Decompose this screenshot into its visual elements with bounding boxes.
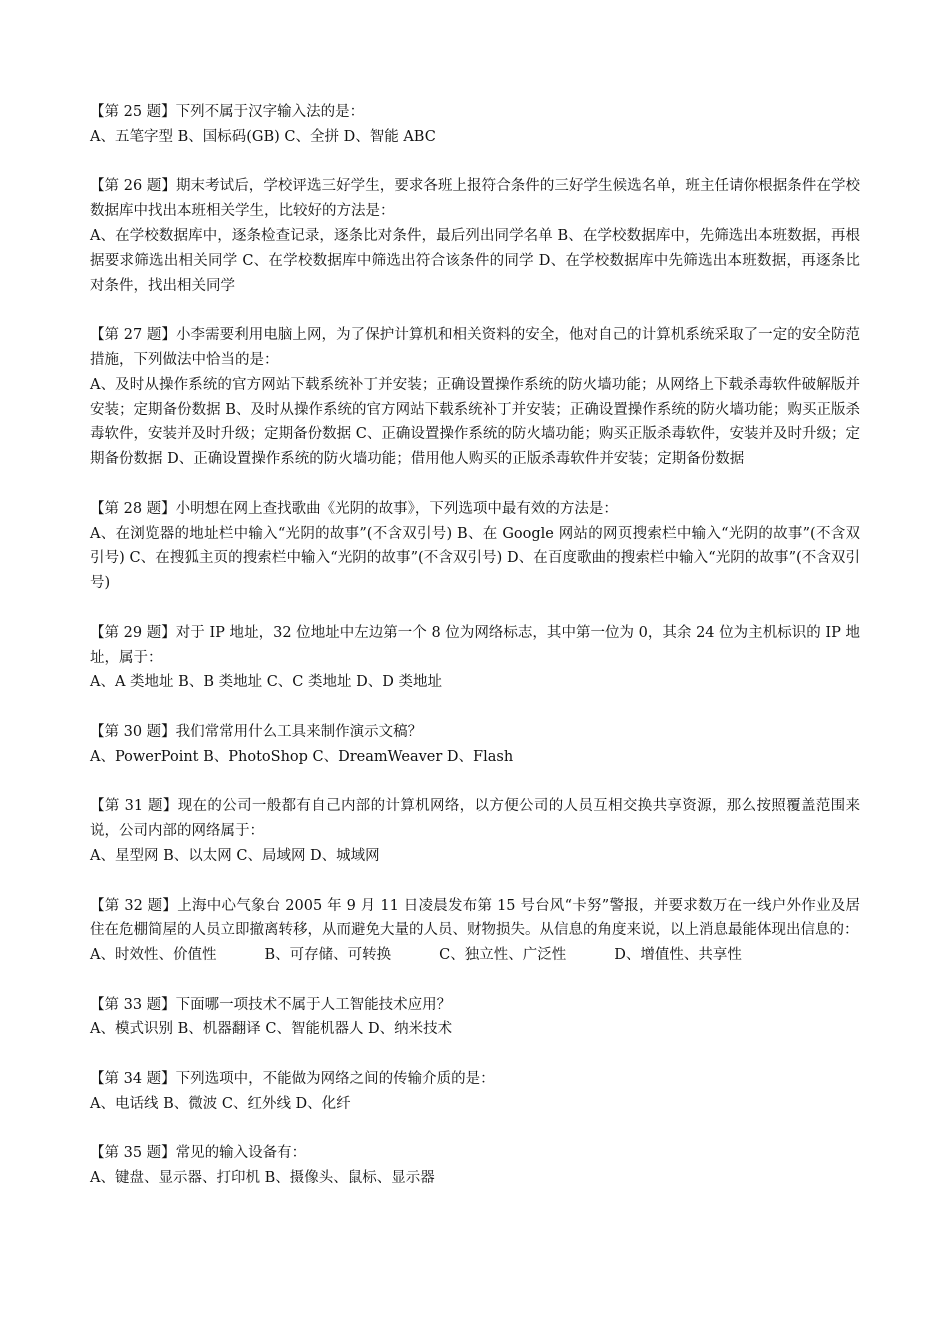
question-27 xyxy=(90,323,860,472)
question-text: 我们常常用什么工具来制作演示文稿？ xyxy=(175,723,423,740)
question-32 xyxy=(90,894,860,968)
question-text: 下列选项中，不能做为网络之间的传输介质的是： xyxy=(175,1071,495,1088)
question-33 xyxy=(90,993,860,1043)
question-options: A、电话线 B、微波 C、红外线 D、化纤 xyxy=(90,1095,351,1112)
question-number: 【第 33 题】 xyxy=(90,996,176,1013)
question-number: 【第 28 题】 xyxy=(90,500,176,517)
question-text: 对于 IP 地址，32 位地址中左边第一个 8 位为网络标志，其中第一位为 0，其余 24 位为主机标识的 IP 地址，属于： xyxy=(90,624,860,666)
question-text: 小明想在网上查找歌曲《光阴的故事》，下列选项中最有效的方法是： xyxy=(175,500,618,517)
question-number: 【第 34 题】 xyxy=(90,1071,176,1088)
question-stem xyxy=(90,497,860,522)
question-options: A、及时从操作系统的官方网站下载系统补丁并安装；正确设置操作系统的防火墙功能；从网络上下载杀毒软件破解版并安装；定期备份数据 B、及时从操作系统的官方网站下载系统补丁并安装；正确设置操作系统的防火墙功能；购买正版杀毒软件，安装并及时升级；定期备份数据 C、正确设置操作系统的防火墙功能；购买正版杀毒软件，安装并及时升级；定期备份数据 D、正确设置操作系统的防火墙功能；借用他人购买的正版杀毒软件并安装；定期备份数据 xyxy=(90,376,860,468)
option-a: A、时效性、价值性 xyxy=(90,947,217,964)
question-number: 【第 31 题】 xyxy=(90,798,178,815)
question-text: 现在的公司一般都有自己内部的计算机网络，以方便公司的人员互相交换共享资源，那么按照覆盖范围来说，公司内部的网络属于： xyxy=(90,798,861,840)
question-text: 下列不属于汉字输入法的是： xyxy=(175,104,365,120)
question-options: A、键盘、显示器、打印机 B、摄像头、鼠标、显示器 xyxy=(90,1170,435,1187)
question-options: A、A 类地址 B、B 类地址 C、C 类地址 D、D 类地址 xyxy=(90,674,442,691)
question-31 xyxy=(90,794,860,868)
question-29 xyxy=(90,621,860,695)
question-options: A、在学校数据库中，逐条检查记录，逐条比对条件，最后列出同学名单 B、在学校数据库中，先筛选出本班数据，再根据要求筛选出相关同学 C、在学校数据库中筛选出符合该条件的同学 D、在学校数据库中先筛选出本班数据，再逐条比对条件，找出相关同学 xyxy=(90,227,860,294)
question-options: A、星型网 B、以太网 C、局域网 D、城域网 xyxy=(90,847,380,864)
question-number: 【第 32 题】 xyxy=(90,897,178,914)
question-number: 【第 29 题】 xyxy=(90,624,176,641)
question-stem xyxy=(90,100,860,125)
question-26 xyxy=(90,174,860,298)
question-text: 小李需要利用电脑上网，为了保护计算机和相关资料的安全，他对自己的计算机系统采取了一定的安全防范措施，下列做法中恰当的是： xyxy=(90,327,860,368)
question-options: A、五笔字型 B、国标码(GB) C、全拼 D、智能 ABC xyxy=(90,128,436,145)
question-options xyxy=(90,943,860,968)
option-d: D、增值性、共享性 xyxy=(614,947,742,964)
question-stem xyxy=(90,894,860,944)
question-30 xyxy=(90,720,860,770)
question-stem xyxy=(90,794,860,844)
question-text: 期末考试后，学校评选三好学生，要求各班上报符合条件的三好学生候选名单，班主任请你根据条件在学校数据库中找出本班相关学生，比较好的方法是： xyxy=(90,178,860,220)
question-number: 【第 25 题】 xyxy=(90,104,176,120)
question-options: A、PowerPoint B、PhotoShop C、DreamWeaver D、Flash xyxy=(90,748,514,765)
document-page xyxy=(90,100,860,1216)
question-stem xyxy=(90,720,860,745)
question-35 xyxy=(90,1141,860,1191)
question-stem xyxy=(90,323,860,373)
question-25 xyxy=(90,100,860,150)
question-stem xyxy=(90,993,860,1018)
question-text: 常见的输入设备有： xyxy=(175,1145,307,1162)
question-number: 【第 35 题】 xyxy=(90,1145,176,1162)
question-stem xyxy=(90,1067,860,1092)
question-text: 下面哪一项技术不属于人工智能技术应用？ xyxy=(175,996,452,1013)
option-b: B、可存储、可转换 xyxy=(264,947,392,964)
question-stem xyxy=(90,174,860,224)
question-stem xyxy=(90,1141,860,1166)
question-34 xyxy=(90,1067,860,1117)
question-stem xyxy=(90,621,860,671)
question-28 xyxy=(90,497,860,596)
question-text: 上海中心气象台 2005 年 9 月 11 日凌晨发布第 15 号台风“卡努”警报，并要求数万在一线户外作业及居住在危棚简屋的人员立即撤离转移，从而避免大量的人员、财物损失。从信息的角度来说，以上消息最能体现出信息的： xyxy=(90,897,860,939)
question-number: 【第 27 题】 xyxy=(90,327,176,344)
question-options: A、模式识别 B、机器翻译 C、智能机器人 D、纳米技术 xyxy=(90,1021,453,1038)
option-c: C、独立性、广泛性 xyxy=(439,947,567,964)
question-number: 【第 26 题】 xyxy=(90,178,176,195)
question-options: A、在浏览器的地址栏中输入“光阴的故事”(不含双引号) B、在 Google 网站的网页搜索栏中输入“光阴的故事”(不含双引号) C、在搜狐主页的搜索栏中输入“光阴的故事”(不含双引号) D、在百度歌曲的搜索栏中输入“光阴的故事”(不含双引号) xyxy=(90,525,860,592)
question-number: 【第 30 题】 xyxy=(90,723,176,740)
